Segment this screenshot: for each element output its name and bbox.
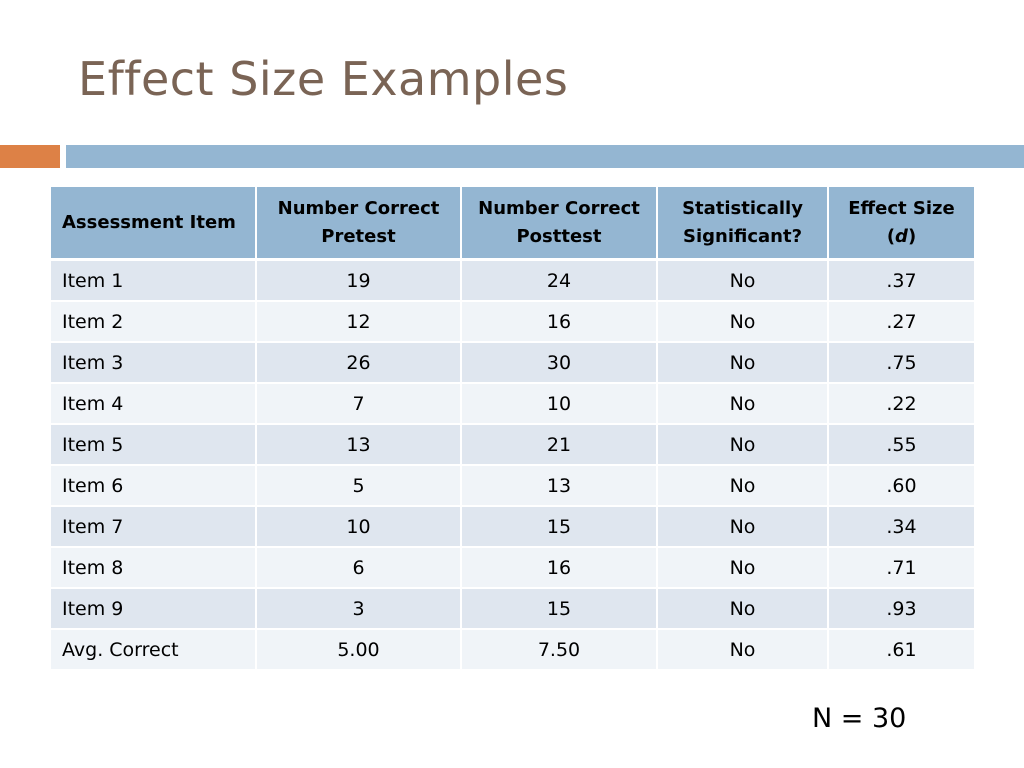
cell-posttest: 16 (461, 547, 657, 588)
table-row (51, 424, 974, 465)
cell-pretest: 19 (256, 260, 461, 302)
table-header-row (51, 187, 974, 260)
cell-assessment-item: Item 7 (51, 506, 256, 547)
header-effect-size-label: Effect Size ( (848, 197, 955, 247)
cell-significant: No (657, 424, 828, 465)
header-number-correct-posttest: Number Correct Posttest (461, 187, 657, 260)
cell-pretest: 6 (256, 547, 461, 588)
cell-pretest: 5 (256, 465, 461, 506)
cell-posttest: 15 (461, 588, 657, 629)
cell-significant: No (657, 629, 828, 670)
table-row (51, 506, 974, 547)
table-row (51, 342, 974, 383)
cell-posttest: 7.50 (461, 629, 657, 670)
effect-size-table (51, 187, 974, 671)
cell-effect-size: .61 (828, 629, 974, 670)
cell-significant: No (657, 383, 828, 424)
accent-bar-orange (0, 145, 60, 168)
cell-assessment-item: Item 8 (51, 547, 256, 588)
cell-pretest: 13 (256, 424, 461, 465)
cell-assessment-item: Item 1 (51, 260, 256, 302)
header-assessment-item: Assessment Item (51, 187, 256, 260)
cell-pretest: 12 (256, 301, 461, 342)
cell-effect-size: .37 (828, 260, 974, 302)
cell-posttest: 16 (461, 301, 657, 342)
cell-posttest: 21 (461, 424, 657, 465)
table-row (51, 383, 974, 424)
cell-significant: No (657, 342, 828, 383)
cell-posttest: 24 (461, 260, 657, 302)
header-effect-size-close: ) (907, 225, 917, 247)
accent-bar-blue (66, 145, 1024, 168)
cell-pretest: 10 (256, 506, 461, 547)
cell-posttest: 13 (461, 465, 657, 506)
cell-effect-size: .60 (828, 465, 974, 506)
table-row (51, 465, 974, 506)
cell-assessment-item: Avg. Correct (51, 629, 256, 670)
cell-pretest: 26 (256, 342, 461, 383)
cell-assessment-item: Item 5 (51, 424, 256, 465)
sample-size-label: N = 30 (812, 703, 907, 734)
cell-significant: No (657, 465, 828, 506)
cell-effect-size: .22 (828, 383, 974, 424)
cell-pretest: 5.00 (256, 629, 461, 670)
cell-effect-size: .93 (828, 588, 974, 629)
cell-effect-size: .27 (828, 301, 974, 342)
cell-posttest: 15 (461, 506, 657, 547)
cell-significant: No (657, 506, 828, 547)
slide-title: Effect Size Examples (78, 52, 569, 106)
header-number-correct-pretest: Number Correct Pretest (256, 187, 461, 260)
cell-assessment-item: Item 2 (51, 301, 256, 342)
cell-significant: No (657, 301, 828, 342)
table-row (51, 547, 974, 588)
table-row (51, 588, 974, 629)
cell-significant: No (657, 547, 828, 588)
cell-assessment-item: Item 3 (51, 342, 256, 383)
cell-significant: No (657, 260, 828, 302)
table-row (51, 629, 974, 670)
cell-effect-size: .75 (828, 342, 974, 383)
cell-assessment-item: Item 4 (51, 383, 256, 424)
header-effect-size-symbol: d (895, 225, 908, 247)
cell-pretest: 3 (256, 588, 461, 629)
cell-assessment-item: Item 9 (51, 588, 256, 629)
cell-effect-size: .71 (828, 547, 974, 588)
cell-significant: No (657, 588, 828, 629)
cell-posttest: 10 (461, 383, 657, 424)
cell-posttest: 30 (461, 342, 657, 383)
cell-pretest: 7 (256, 383, 461, 424)
table-row (51, 260, 974, 302)
header-statistically-significant: Statistically Significant? (657, 187, 828, 260)
cell-assessment-item: Item 6 (51, 465, 256, 506)
cell-effect-size: .55 (828, 424, 974, 465)
header-effect-size (828, 187, 974, 260)
table-row (51, 301, 974, 342)
cell-effect-size: .34 (828, 506, 974, 547)
